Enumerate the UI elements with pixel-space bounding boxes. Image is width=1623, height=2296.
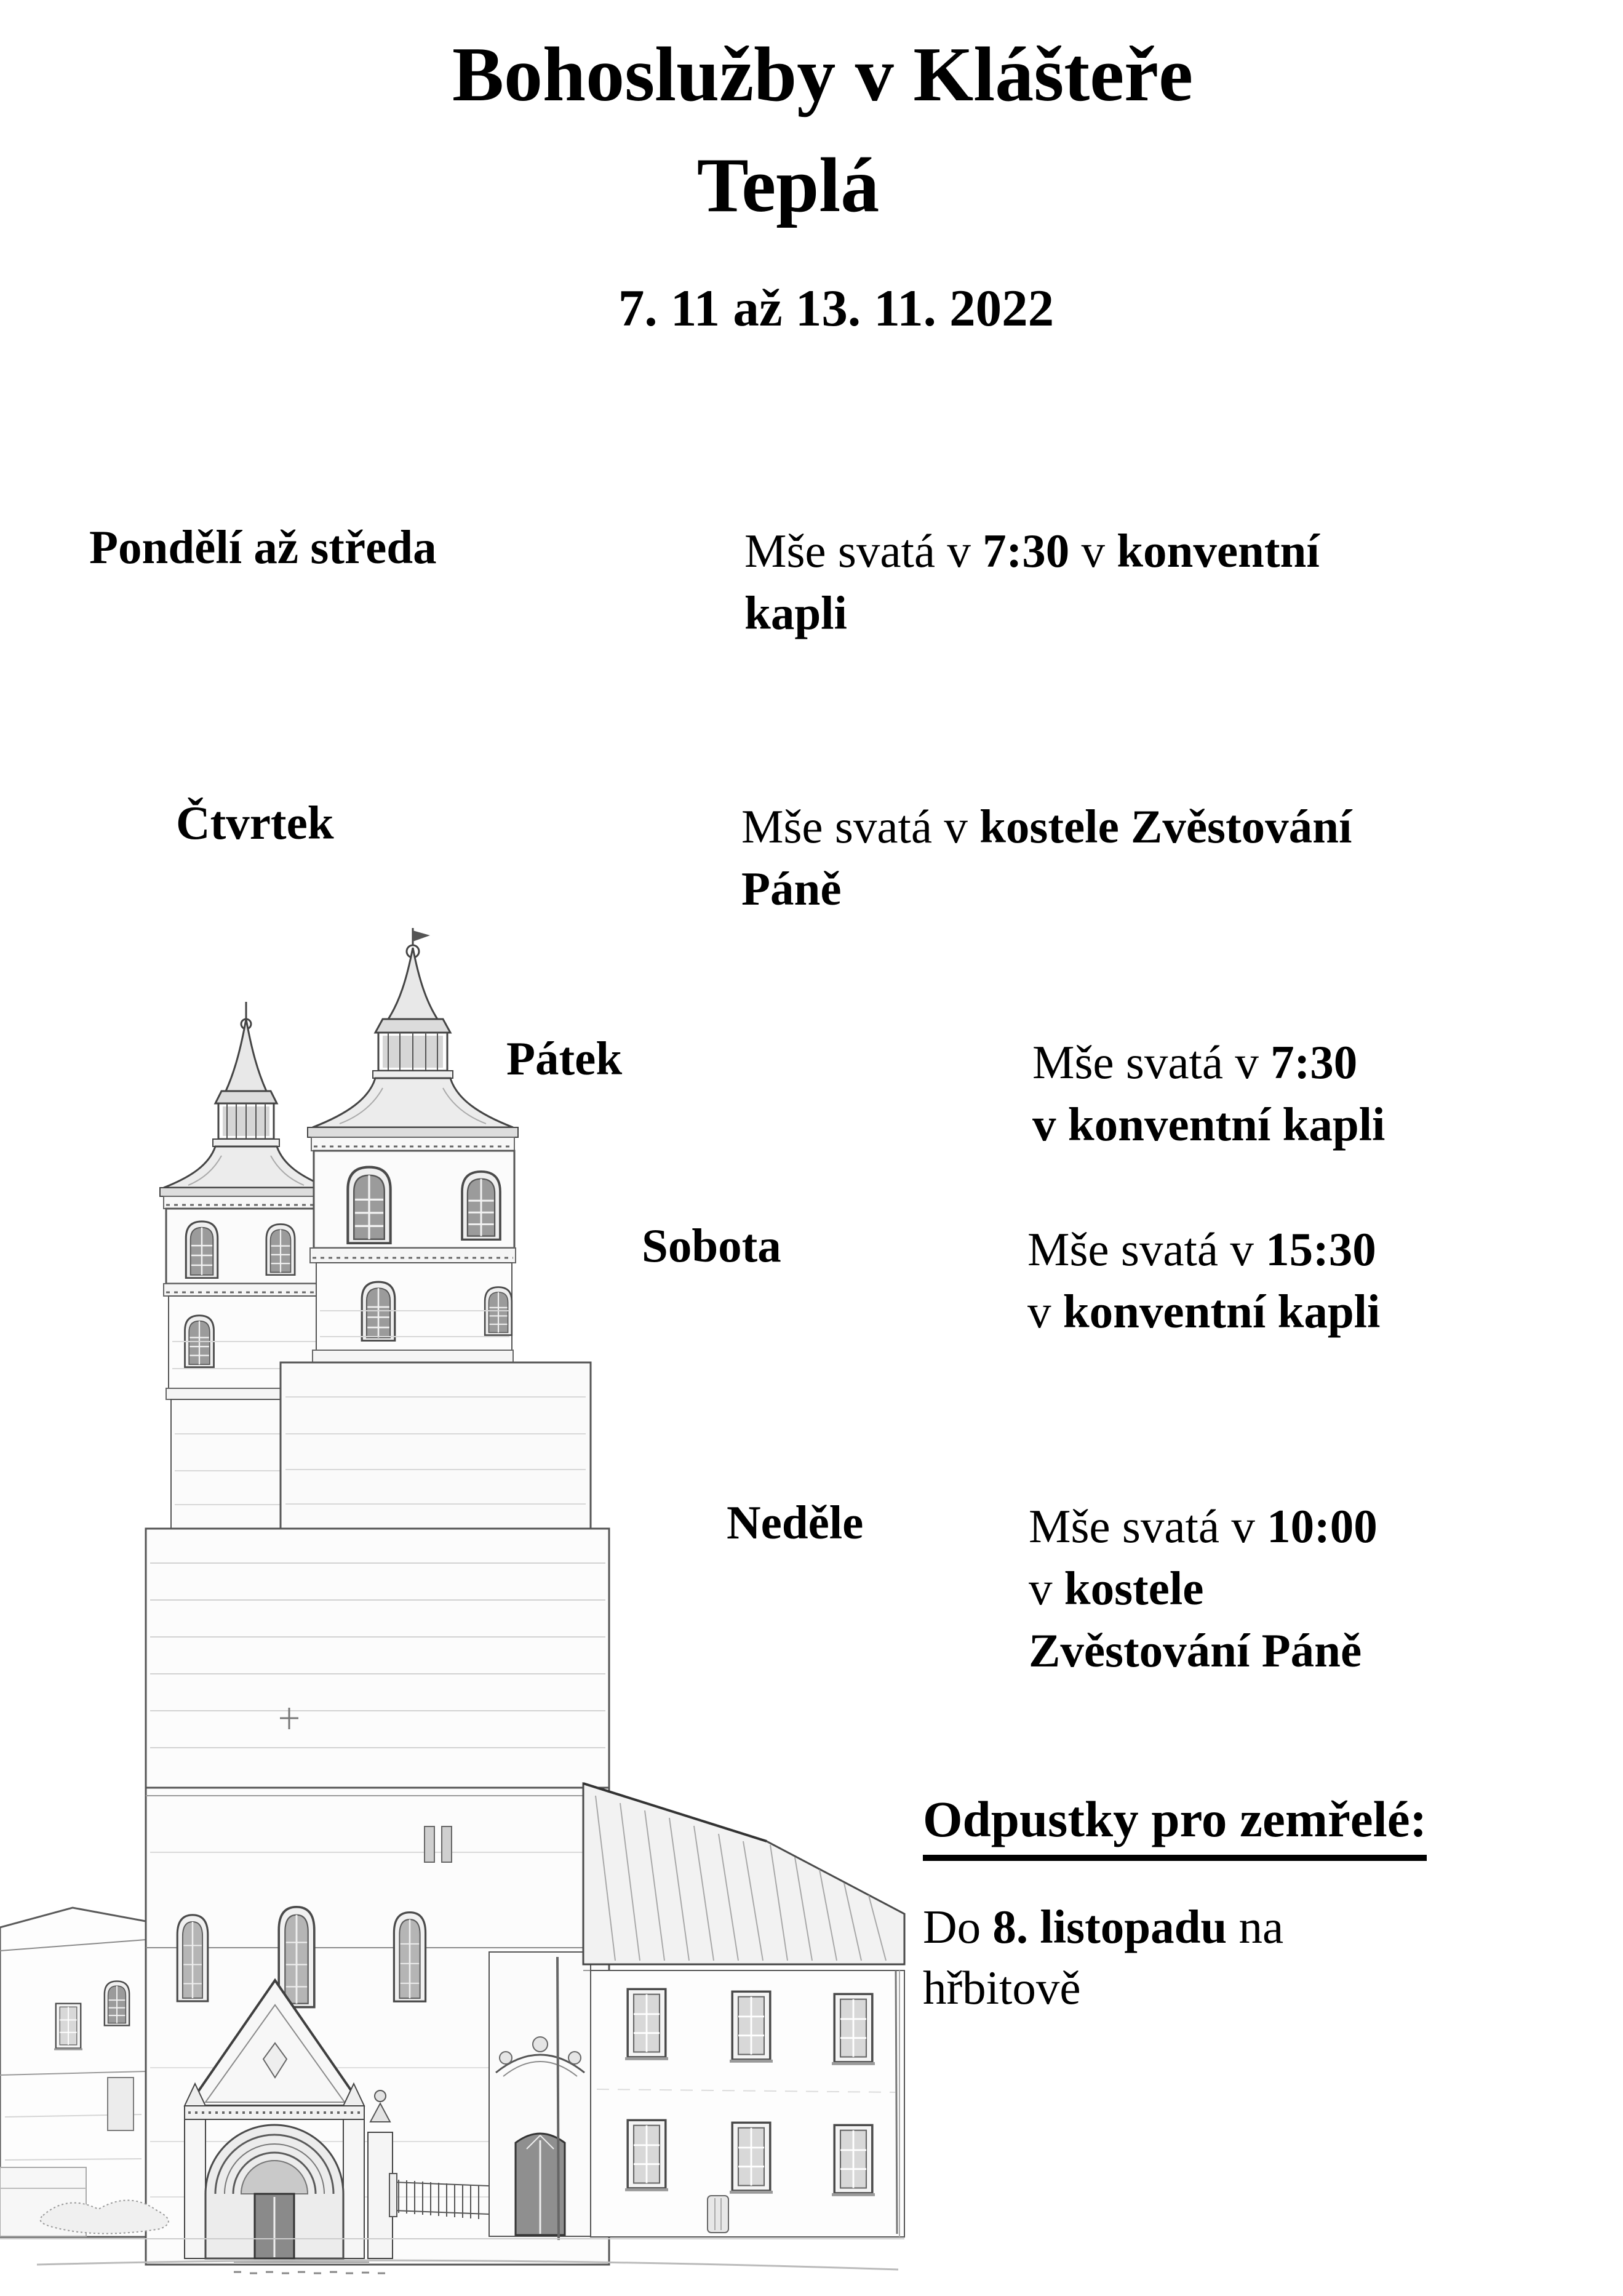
sketch-right-wing [583, 1783, 904, 2237]
indulgences-details: Do 8. listopadu na hřbitově [923, 1900, 1284, 2014]
mass-details: Mše svatá v kostele Zvěstování Páně [741, 800, 1352, 915]
date-range: 7. 11 až 13. 11. 2022 [618, 279, 1055, 337]
indulgences-heading [923, 1790, 1427, 1849]
day-label: Neděle [727, 1496, 864, 1549]
poster-title-line1: Bohoslužby v Klášteře [452, 32, 1193, 118]
day-label: Sobota [642, 1219, 781, 1272]
day-label: Pondělí až středa [89, 521, 437, 574]
day-label: Čtvrtek [176, 796, 334, 849]
day-label: Pátek [506, 1032, 623, 1085]
mass-details: Mše svatá v 7:30 v konventní kapli [1032, 1036, 1386, 1151]
sketch-baroque-doorway [489, 1952, 591, 2240]
mass-details: Mše svatá v 7:30 v konventní kapli [744, 524, 1320, 639]
poster-title-line2: Teplá [696, 143, 880, 228]
indulgences-heading-text: Odpustky pro zemřelé: [923, 1791, 1427, 1861]
sketch-right-tower [281, 928, 591, 1529]
monastery-sketch-illustration [0, 911, 923, 2296]
mass-details: Mše svatá v 15:30 v konventní kapli [1027, 1223, 1381, 1338]
mass-details: Mše svatá v 10:00 v kostele Zvěstování Páně [1029, 1500, 1378, 1677]
